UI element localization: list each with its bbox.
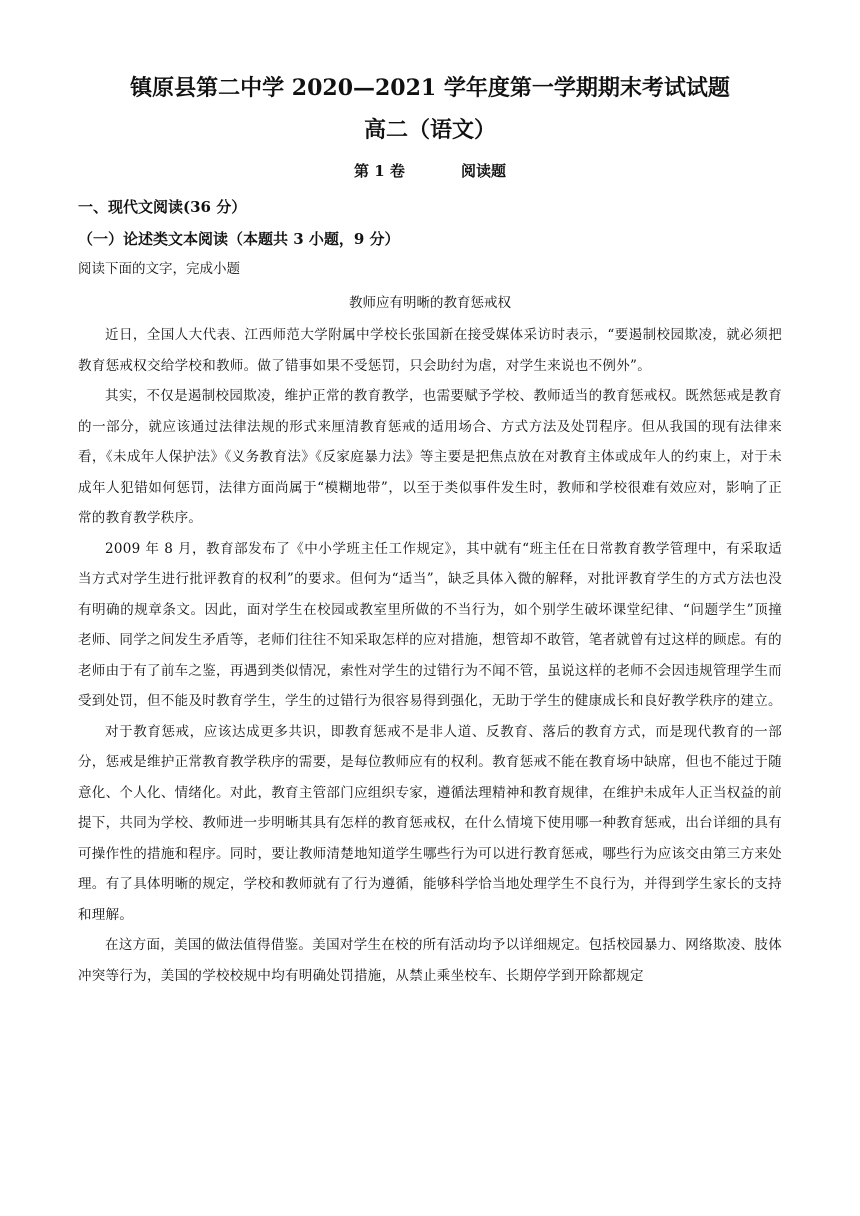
reading-instruction: 阅读下面的文字，完成小题 (78, 261, 240, 277)
volume-label: 第 1 卷 (354, 162, 405, 180)
article-paragraph: 近日，全国人大代表、江西师范大学附属中学校长张国新在接受媒体采访时表示，“要遏制校园欺凌，就必须把教育惩戒权交给学校和教师。做了错事如果不受惩罚，只会助纣为虐，对学生来说也不例外”。 (78, 327, 782, 374)
subsection-heading: （一）论述类文本阅读（本题共 3 小题，9 分） (78, 230, 400, 248)
exam-title: 镇原县第二中学 2020—2021 学年度第一学期期末考试试题 (130, 75, 730, 101)
article-paragraph: 对于教育惩戒，应该达成更多共识，即教育惩戒不是非人道、反教育、落后的教育方式，而是现代教育的一部分，惩戒是维护正常教育教学秩序的需要，是每位教师应有的权利。教育惩戒不能在教育场中缺席，但也不能过于随意化、个人化、情绪化。对此，教育主管部门应组织专家，遵循法理精神和教育规律，在维护未成年人正当权益的前提下，共同为学校、教师进一步明晰其具有怎样的教育惩戒权，在什么情境下使用哪一种教育惩戒，出台详细的具有可操作性的措施和程序。同时，要让教师清楚地知道学生哪些行为可以进行教育惩戒，哪些行为应该交由第三方来处理。有了具体明晰的规定，学校和教师就有了行为遵循，能够科学恰当地处理学生不良行为，并得到学生家长的支持和理解。 (78, 723, 782, 923)
article-paragraph: 在这方面，美国的做法值得借鉴。美国对学生在校的所有活动均予以详细规定。包括校园暴力、网络欺凌、肢体冲突等行为，美国的学校校规中均有明确处罚措施，从禁止乘坐校车、长期停学到开除都规定 (78, 937, 782, 984)
exam-subtitle: 高二（语文） (363, 117, 496, 143)
article-paragraph: 2009 年 8 月，教育部发布了《中小学班主任工作规定》，其中就有“班主任在日常教育教学管理中，有采取适当方式对学生进行批评教育的权利”的要求。但何为“适当”，缺乏具体入微的解释，对批评教育学生的方式方法也没有明确的规章条文。因此，面对学生在校园或教室里所做的不当行为，如个别学生破坏课堂纪律、“问题学生”顶撞老师、同学之间发生矛盾等，老师们往往不知采取怎样的应对措施，想管却不敢管，笔者就曾有过这样的顾虑。有的老师由于有了前车之鉴，再遇到类似情况，索性对学生的过错行为不闻不管，虽说这样的老师不会因违规管理学生而受到处罚，但不能及时教育学生，学生的过错行为很容易得到强化，无助于学生的健康成长和良好教学秩序的建立。 (78, 540, 782, 709)
volume-heading (78, 160, 782, 182)
article-paragraph: 其实，不仅是遏制校园欺凌，维护正常的教育教学，也需要赋予学校、教师适当的教育惩戒权。既然惩戒是教育的一部分，就应该通过法律法规的形式来厘清教育惩戒的适用场合、方式方法及处罚程序。但从我国的现有法律来看，《未成年人保护法》《义务教育法》《反家庭暴力法》等主要是把焦点放在对教育主体或成年人的约束上，对于未成年人犯错如何惩罚，法律方面尚属于“模糊地带”，以至于类似事件发生时，教师和学校很难有效应对，影响了正常的教育教学秩序。 (78, 388, 782, 526)
article-title: 教师应有明晰的教育惩戒权 (349, 295, 511, 311)
section-heading: 一、现代文阅读(36 分） (78, 198, 247, 216)
volume-name: 阅读题 (460, 162, 506, 180)
article-body (78, 320, 782, 991)
